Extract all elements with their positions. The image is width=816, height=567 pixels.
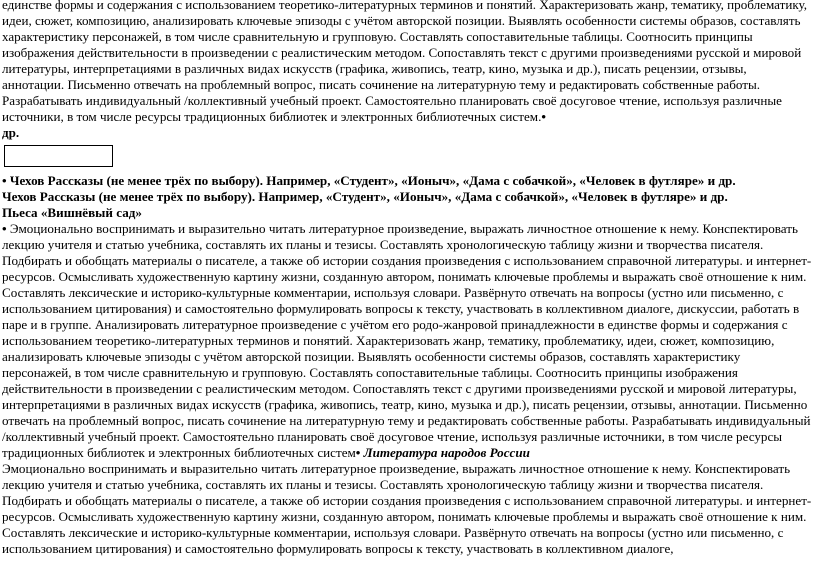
chekhov-stories-line-1: • Чехов Рассказы (не менее трёх по выбору). Например, «Студент», «Ионыч», «Дама с собачкой», «Человек в футляре» и др.: [2, 173, 736, 188]
bullet-marker: •: [2, 173, 7, 188]
bullet-marker: •: [355, 445, 361, 460]
empty-table-cell: [4, 145, 113, 167]
bullet-marker: •: [2, 221, 7, 236]
paragraph-3: Эмоционально воспринимать и выразительно читать литературное произведение, выражать личностное отношение к нему. Конспектировать лекцию учителя и статью учебника, составлять их планы и тезисы. Составлять хронологическую таблицу жизни и творчества писателя. Подбирать и обобщать материалы о писателе, а также об истории создания произведения с использованием справочной литературы. и интернет-ресурсов. Осмысливать художественную картину жизни, созданную автором, понимать ключевые проблемы и выражать своё отношение к ним. Составлять лексические и историко-культурные комментарии, используя словари. Развёрнуто отвечать на вопросы (устно или письменно, с использованием цитирования) и самостоятельно формулировать вопросы к тексту, участвовать в коллективном диалоге,: [2, 461, 812, 556]
paragraph-2: • Эмоционально воспринимать и выразительно читать литературное произведение, выражать личностное отношение к нему. Конспектировать лекцию учителя и статью учебника, составлять их планы и тезисы. Составлять хронологическую таблицу жизни и творчества писателя. Подбирать и обобщать материалы о писателе, а также об истории создания произведения с использованием справочной литературы. и интернет-ресурсов. Осмысливать художественную картину жизни, созданную автором, понимать ключевые проблемы и выражать своё отношение к ним. Составлять лексические и историко-культурные комментарии, используя словари. Развёрнуто отвечать на вопросы (устно или письменно, с использованием цитирования) и самостоятельно формулировать вопросы к тексту, участвовать в коллективном диалоге, дискуссии, работать в паре и в группе. Анализировать литературное произведение с учётом его родо-жанровой принадлежности в единстве формы и содержания с использованием теоретико-литературных терминов и понятий. Характеризовать жанр, тематику, проблематику, идеи, сюжет, композицию, анализировать ключевые эпизоды с учётом авторской позиции. Выявлять особенности системы образов, составлять характеристику персонажей, в том числе сравнительную и групповую. Составлять сопоставительные таблицы. Соотносить принципы изображения действительности в произведении с реалистическим методом. Сопоставлять текст с другими произведениями русской и мировой литературы, интерпретациями в различных видах искусств (графика, живопись, театр, кино, музыка и др.), писать рецензии, отзывы, аннотации. Письменно отвечать на проблемный вопрос, писать сочинение на литературную тему и редактировать собственные работы. Разрабатывать индивидуальный /коллективный учебный проект. Самостоятельно планировать своё досуговое чтение, используя различные источники, в том числе ресурсы традиционных библиотек и электронных библиотечных систем• Литература народов России: [2, 221, 812, 460]
paragraph-1: единстве формы и содержания с использованием теоретико-литературных терминов и понятий. Характеризовать жанр, тематику, проблематику, идеи, сюжет, композицию, анализировать ключевые эпизоды с учётом авторской позиции. Выявлять особенности системы образов, составлять характеристику персонажей, в том числе сравнительную и групповую. Составлять сопоставительные таблицы. Соотносить принципы изображения действительности в произведении с реалистическим методом. Сопоставлять текст с другими произведениями русской и мировой литературы, интерпретациями в различных видах искусств (графика, живопись, театр, кино, музыка и др.), писать рецензии, отзывы, аннотации. Письменно отвечать на проблемный вопрос, писать сочинение на литературную тему и редактировать собственные работы. Разрабатывать индивидуальный /коллективный учебный проект. Самостоятельно планировать своё досуговое чтение, используя различные источники, в том числе ресурсы традиционных библиотек и электронных библиотечных систем.•: [2, 0, 808, 124]
play-title: Пьеса «Вишнёвый сад»: [2, 205, 142, 220]
dr-label: др.: [2, 125, 20, 140]
bullet-marker: •: [541, 109, 546, 124]
section-heading-russian-lit: Литература народов России: [363, 445, 530, 460]
chekhov-stories-line-2: Чехов Рассказы (не менее трёх по выбору). Например, «Студент», «Ионыч», «Дама с собачкой», «Человек в футляре» и др.: [2, 189, 728, 204]
